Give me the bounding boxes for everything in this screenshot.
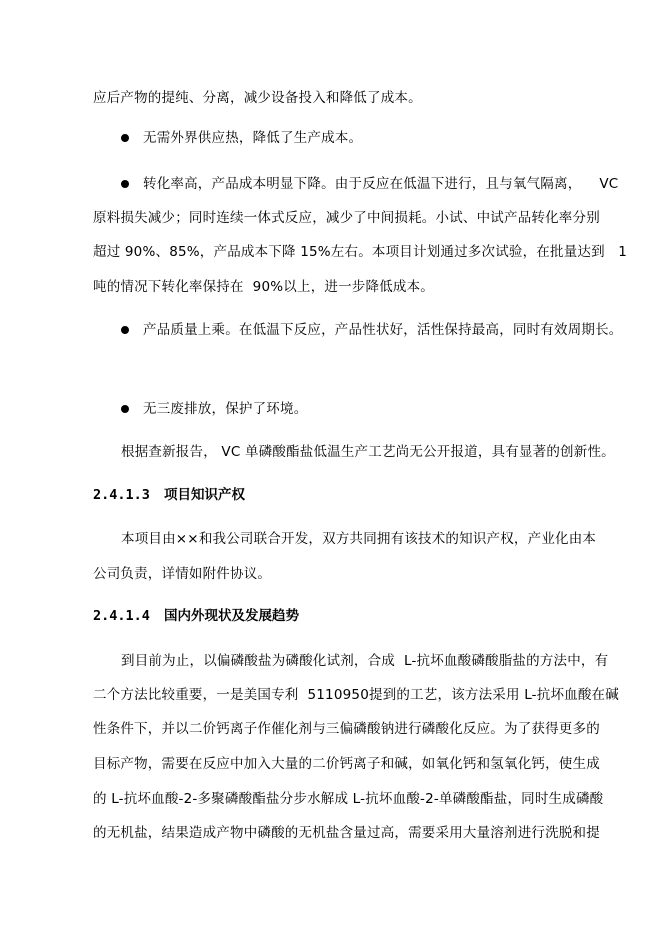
bullet-dot (121, 134, 129, 142)
paragraph-line: 二个方法比较重要，一是美国专利 5110950提到的工艺，该方法采用 L-抗坏血酸在碱 (93, 687, 619, 703)
paragraph-line: 吨的情况下转化率保持在 90%以上，进一步降低成本。 (93, 279, 434, 295)
section-title: 项目知识产权 (164, 487, 246, 503)
paragraph-line: 本项目由××和我公司联合开发，双方共同拥有该技术的知识产权，产业化由本 (121, 531, 597, 547)
bullet-text-heat: 无需外界供应热，降低了生产成本。 (143, 130, 363, 146)
section-heading-ip (93, 486, 245, 504)
paragraph-line: 根据查新报告， VC 单磷酸酯盐低温生产工艺尚无公开报道，具有显著的创新性。 (121, 444, 615, 460)
section-title: 国内外现状及发展趋势 (164, 608, 300, 624)
section-number: 2.4.1.3 (93, 487, 150, 503)
bullet-dot (121, 326, 129, 334)
paragraph-line: 的 L-抗坏血酸-2-多聚磷酸酯盐分步水解成 L-抗坏血酸-2-单磷酸酯盐，同时生成磷酸 (93, 791, 604, 807)
paragraph-line: 到目前为止，以偏磷酸盐为磷酸化试剂，合成 L-抗坏血酸磷酸脂盐的方法中，有 (121, 653, 609, 669)
bullet-dot (121, 405, 129, 413)
bullet-text-conversion: 转化率高，产品成本明显下降。由于反应在低温下进行，且与氧气隔离， VC (143, 176, 619, 192)
paragraph-line: 的无机盐，结果造成产物中磷酸的无机盐含量过高，需要采用大量溶剂进行洗脱和提 (93, 825, 600, 841)
paragraph-line: 原料损失减少；同时连续一体式反应，减少了中间损耗。小试、中试产品转化率分别 (93, 210, 600, 226)
paragraph-line: 目标产物，需要在反应中加入大量的二价钙离子和碱，如氧化钙和氢氧化钙，使生成 (93, 756, 600, 772)
section-heading-status (93, 607, 299, 625)
section-number: 2.4.1.4 (93, 608, 150, 624)
bullet-text-quality: 产品质量上乘。在低温下反应，产品性状好，活性保持最高，同时有效周期长。 (143, 322, 623, 338)
paragraph-line: 应后产物的提纯、分离，减少设备投入和降低了成本。 (93, 90, 422, 106)
paragraph-line: 公司负责，详情如附件协议。 (93, 566, 272, 582)
paragraph-line: 性条件下，并以二价钙离子作催化剂与三偏磷酸钠进行磷酸化反应。为了获得更多的 (93, 721, 600, 737)
bullet-dot (121, 180, 129, 188)
paragraph-line: 超过 90%、85%，产品成本下降 15%左右。本项目计划通过多次试验，在批量达到 1 (93, 244, 628, 260)
bullet-text-emission: 无三废排放，保护了环境。 (143, 401, 308, 417)
